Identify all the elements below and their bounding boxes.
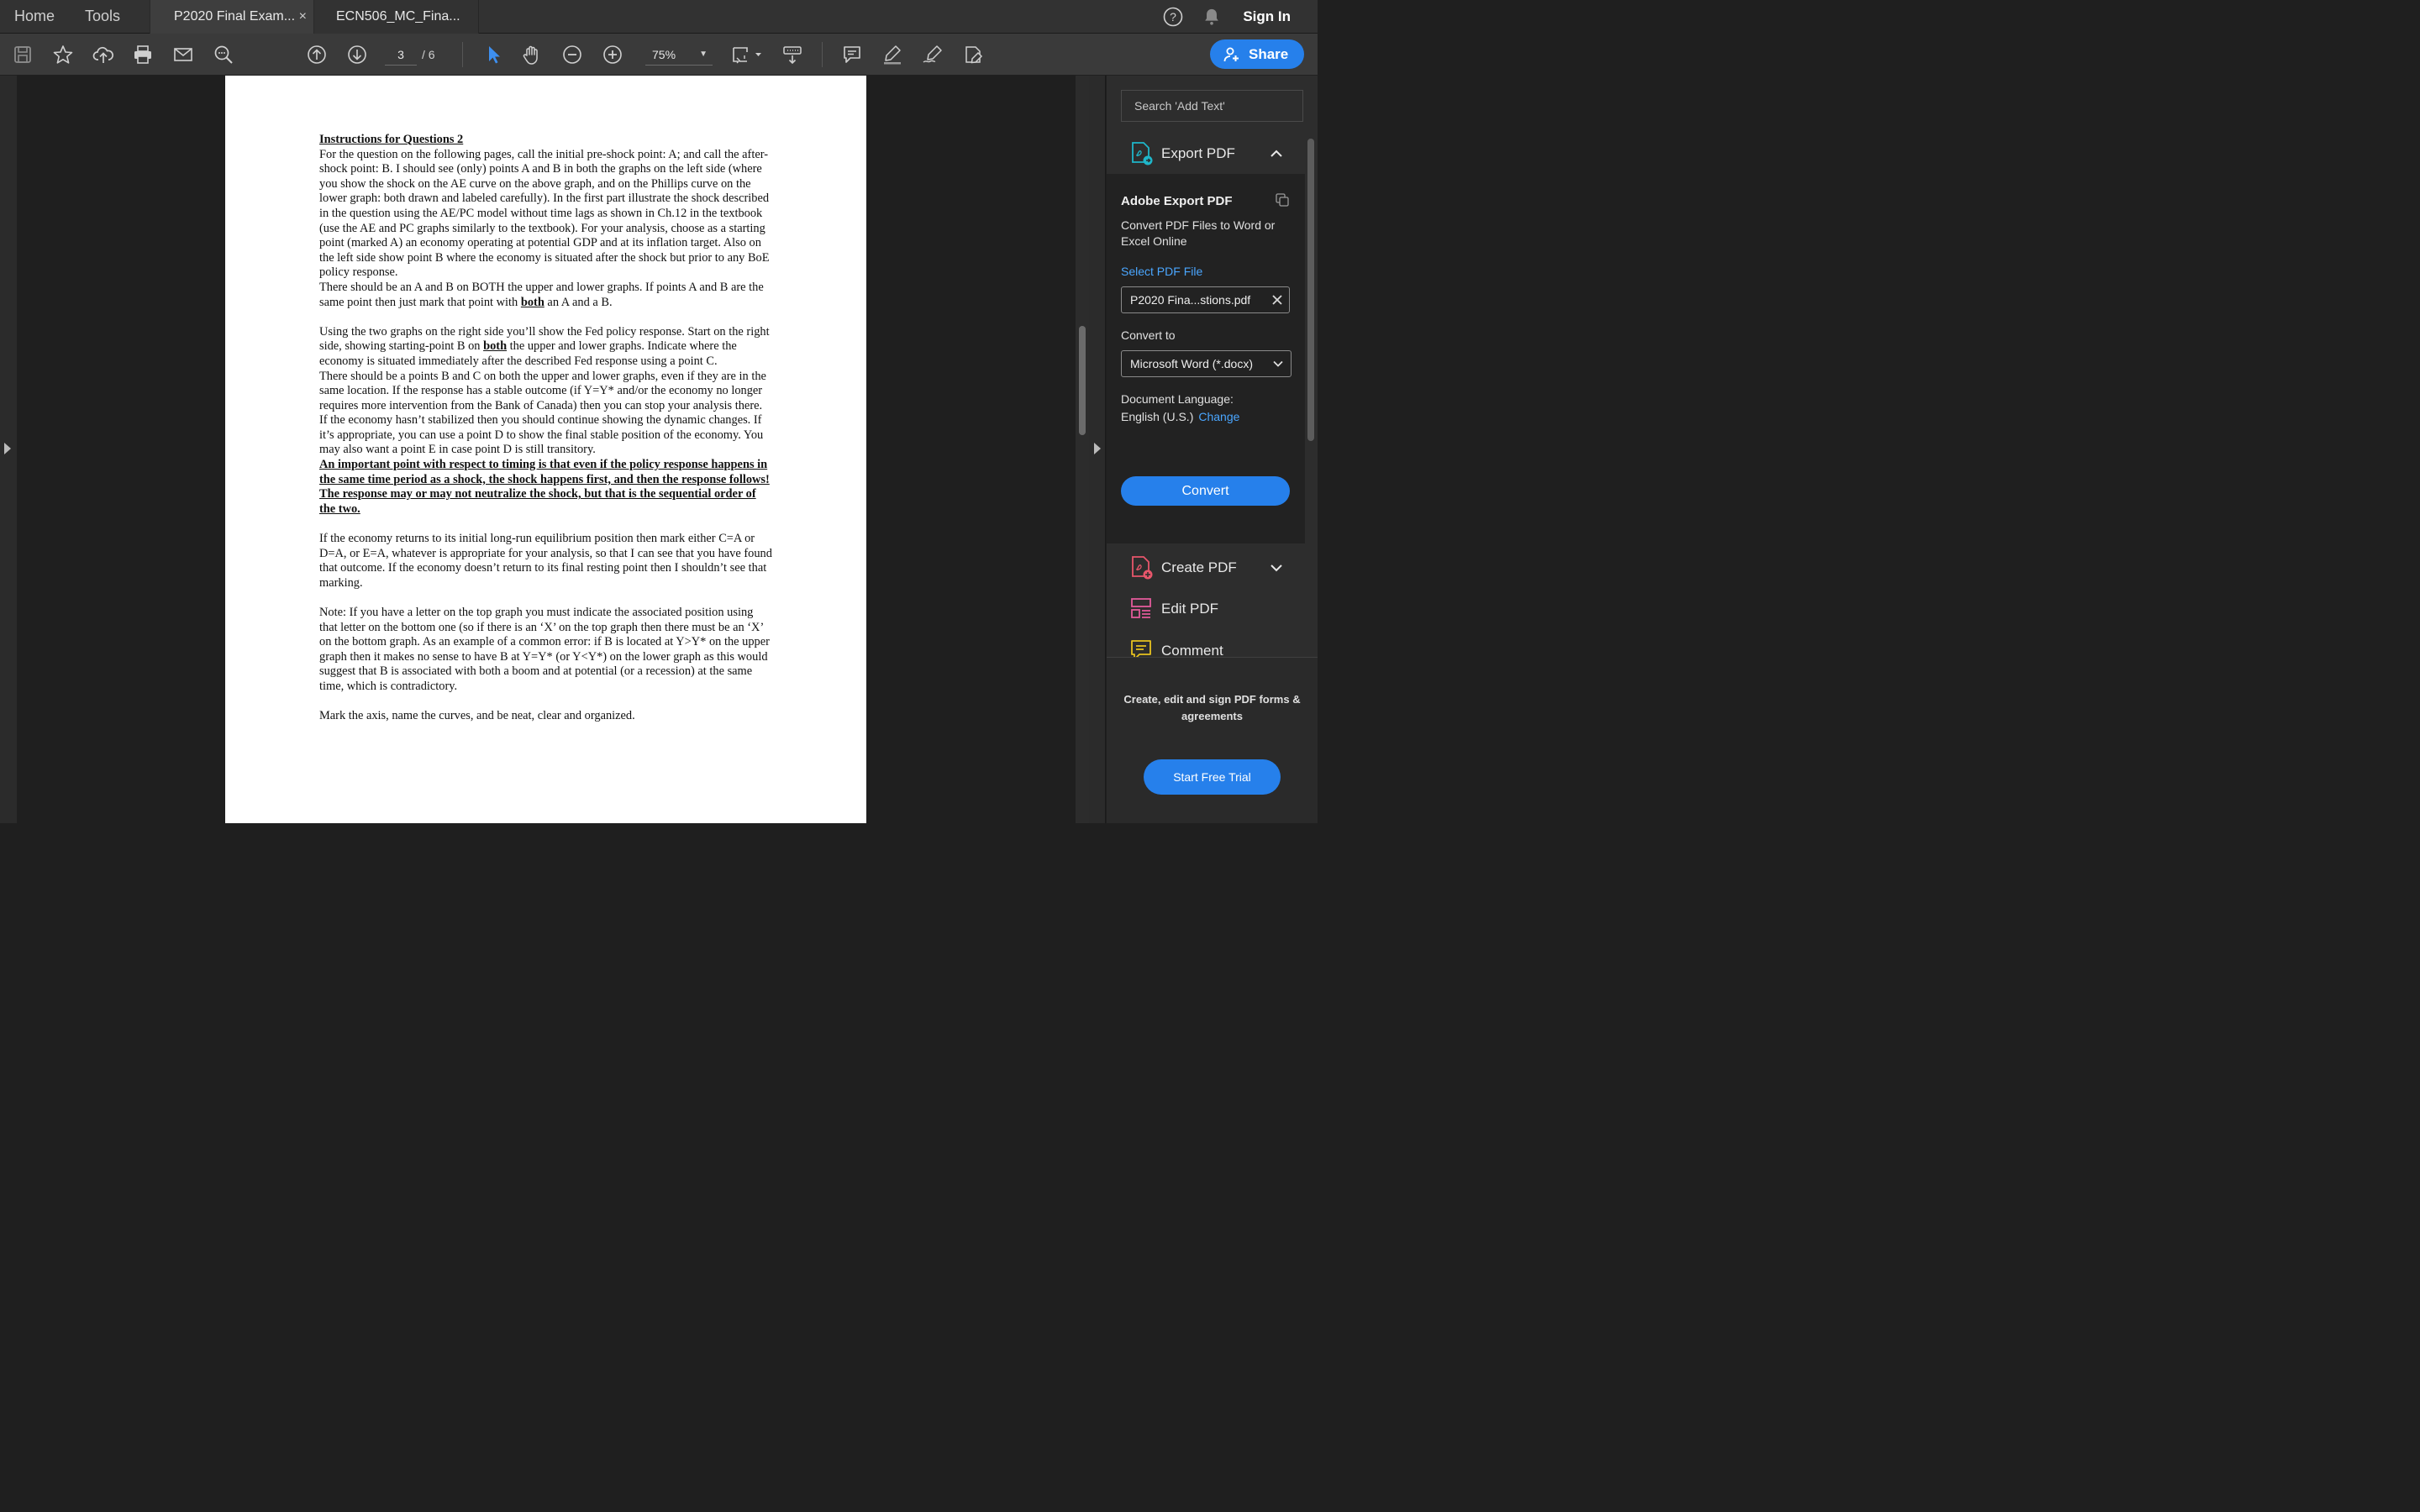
toolbar xyxy=(0,34,1318,76)
promo-area xyxy=(1107,658,1318,823)
scroll-mode-icon[interactable] xyxy=(780,42,805,67)
convert-button[interactable]: Convert xyxy=(1121,476,1290,506)
tools-link[interactable]: Tools xyxy=(85,8,121,24)
bookmark-star-icon[interactable] xyxy=(50,42,76,67)
help-icon[interactable] xyxy=(1161,5,1185,29)
select-cursor-icon[interactable] xyxy=(480,42,505,67)
tab-ecn506-mc-final[interactable] xyxy=(314,0,479,34)
create-pdf-tool[interactable] xyxy=(1107,549,1305,587)
edit-pdf-label: Edit PDF xyxy=(1161,601,1219,617)
search-zoom-icon[interactable] xyxy=(211,42,236,67)
toolbar-divider xyxy=(822,42,823,67)
edit-pdf-tool[interactable] xyxy=(1107,590,1305,628)
create-pdf-label: Create PDF xyxy=(1161,559,1237,575)
doc-paragraph: If the economy returns to its initial long-run equilibrium position then mark either C=A or D=A, or E=A, whatever is appropriate for your analysis, so that I can see that you have found that outcome. If the economy doesn’t return to its final resting point then I shouldn’t see that marking. xyxy=(319,532,772,590)
zoom-out-icon[interactable] xyxy=(560,42,585,67)
tab-p2020-final-exam[interactable] xyxy=(150,0,314,34)
comment-icon[interactable] xyxy=(839,42,865,67)
zoom-value: 75% xyxy=(652,48,676,61)
export-pdf-card xyxy=(1107,174,1305,543)
zoom-select[interactable] xyxy=(645,44,713,66)
doc-paragraph: If the economy hasn’t stabilized then you should continue showing the dynamic changes. If it’s appropriate, you can use a point D to show the final stable position of the economy. You may also want a point E in case point D is still transitory. xyxy=(319,413,764,457)
chevron-down-icon: ▼ xyxy=(699,50,708,59)
tab-label: ECN506_MC_Fina... xyxy=(336,9,460,24)
home-link[interactable]: Home xyxy=(14,8,55,24)
scroll-thumb[interactable] xyxy=(1079,326,1086,435)
expand-arrow-icon xyxy=(4,443,11,454)
highlight-icon[interactable] xyxy=(880,42,905,67)
doc-paragraph: Mark the axis, name the curves, and be neat, clear and organized. xyxy=(319,709,635,723)
email-icon[interactable] xyxy=(171,42,196,67)
add-user-icon xyxy=(1223,46,1240,63)
page-total: / 6 xyxy=(422,48,435,61)
doc-emphasis-paragraph: An important point with respect to timing is that even if the policy response happens in the same time period as a shock, the shock happens first, and then the response follows! The response may or may not neutralize the shock, but that is the sequential order of the two. xyxy=(319,458,770,516)
edit-pdf-icon xyxy=(1130,596,1154,622)
tools-search-input[interactable]: Search 'Add Text' xyxy=(1121,90,1303,122)
change-language-link[interactable]: Change xyxy=(1198,410,1240,423)
comment-label: Comment xyxy=(1161,643,1223,657)
tab-label: P2020 Final Exam... xyxy=(174,9,296,24)
svg-text:?: ? xyxy=(1170,10,1176,24)
doc-paragraph: There should be an A and B on BOTH the upper and lower graphs. If points A and B are the same point then just mark that point with both an A and a B. xyxy=(319,280,764,309)
doc-lang-value: English (U.S.) xyxy=(1121,410,1194,423)
fit-page-icon[interactable] xyxy=(729,42,765,67)
share-button[interactable] xyxy=(1210,39,1304,69)
create-pdf-icon xyxy=(1130,555,1154,580)
comment-icon xyxy=(1130,638,1154,657)
convert-to-label: Convert to xyxy=(1121,328,1176,342)
close-icon[interactable] xyxy=(1270,293,1284,307)
page-number-input[interactable]: 3 xyxy=(385,44,417,66)
doc-paragraph: For the question on the following pages, call the initial pre-shock point: A; and call the after-shock point: B. I should see (only) points A and B in both the graphs on the left side (where you show the shock on the AE curve on the above graph, and on the Phillips curve on the lower graph: both drawn and labeled carefully). In the first part illustrate the shock described in the question using the AE/PC model without time lags as shown in Ch.12 in the textbook (use the AE and PC graphs similarly to the textbook). For your analysis, choose as a starting point (marked A) an economy operating at potential GDP and at its inflation target. Also on the left side show point B where the economy is situated after the shock but prior to any BoE policy response. xyxy=(319,147,770,280)
page-down-icon[interactable] xyxy=(345,42,370,67)
doc-paragraph: There should be a points B and C on both the upper and lower graphs, even if they are in the same location. If the response has a stable outcome (if Y=Y* and/or the economy no longer requires more intervention from the Bank of Canada) then you can stop your analysis there. xyxy=(319,369,766,412)
doc-paragraph: Using the two graphs on the right side you’ll show the Fed policy response. Start on the right side, showing starting-point B on both the upper and lower graphs. Indicate where the economy is situated immediately after the described Fed response using a point C. xyxy=(319,324,770,368)
promo-text: Create, edit and sign PDF forms & agreements xyxy=(1123,693,1301,722)
upload-cloud-icon[interactable] xyxy=(91,42,116,67)
sign-icon[interactable] xyxy=(920,42,945,67)
panel-scroll-thumb[interactable] xyxy=(1307,139,1314,441)
pdf-page xyxy=(225,76,866,823)
doc-heading: Instructions for Questions 2 xyxy=(319,133,464,146)
top-bar xyxy=(0,0,1318,34)
selected-file-field[interactable] xyxy=(1121,286,1290,313)
chevron-down-icon[interactable] xyxy=(1268,559,1285,576)
card-title: Adobe Export PDF xyxy=(1121,194,1233,208)
document-viewer[interactable] xyxy=(17,76,1076,823)
file-name: P2020 Fina...stions.pdf xyxy=(1130,293,1251,307)
document-language xyxy=(1121,391,1297,426)
chevron-up-icon[interactable] xyxy=(1268,145,1285,162)
hand-icon[interactable] xyxy=(519,42,544,67)
export-pdf-tool[interactable] xyxy=(1107,134,1305,173)
page-up-icon[interactable] xyxy=(304,42,329,67)
right-tools-panel xyxy=(1107,76,1318,823)
toolbar-divider xyxy=(462,42,463,67)
chevron-down-icon xyxy=(1272,358,1284,370)
select-pdf-file-link[interactable]: Select PDF File xyxy=(1121,265,1203,278)
convert-format-select[interactable] xyxy=(1121,350,1292,377)
sign-in-button[interactable]: Sign In xyxy=(1243,8,1291,24)
share-label: Share xyxy=(1249,45,1289,62)
doc-paragraph: Note: If you have a letter on the top graph you must indicate the associated position using that letter on the bottom one (so if there is an ‘X’ on the top graph then there must be an ‘X’ on the bottom graph. As an example of a common error: if B is located at Y>Y* on the upper graph then it makes no sense to have B at Y=Y* (or Y<Y*) on the lower graph as this would suggest that B is associated with both a boom and at potential (or a recession) at the same time, which is contradictory. xyxy=(319,606,770,693)
comment-tool[interactable] xyxy=(1107,632,1305,657)
save-icon[interactable] xyxy=(10,42,35,67)
vertical-scrollbar[interactable] xyxy=(1076,76,1089,823)
fill-sign-icon[interactable] xyxy=(960,42,986,67)
zoom-in-icon[interactable] xyxy=(600,42,625,67)
bell-icon[interactable] xyxy=(1200,5,1223,29)
start-free-trial-button[interactable]: Start Free Trial xyxy=(1144,759,1281,795)
right-panel-toggle[interactable] xyxy=(1089,76,1106,823)
card-description: Convert PDF Files to Word or Excel Online xyxy=(1121,218,1276,248)
document-text xyxy=(319,133,773,724)
doc-lang-label: Document Language: xyxy=(1121,392,1234,406)
collapse-arrow-icon xyxy=(1094,443,1101,454)
left-panel-toggle[interactable] xyxy=(0,76,17,823)
export-pdf-icon xyxy=(1130,141,1154,166)
copy-icon[interactable] xyxy=(1275,192,1290,207)
tab-close-button[interactable]: × xyxy=(298,9,307,24)
print-icon[interactable] xyxy=(130,42,155,67)
convert-format-value: Microsoft Word (*.docx) xyxy=(1130,357,1253,370)
export-pdf-label: Export PDF xyxy=(1161,145,1235,161)
